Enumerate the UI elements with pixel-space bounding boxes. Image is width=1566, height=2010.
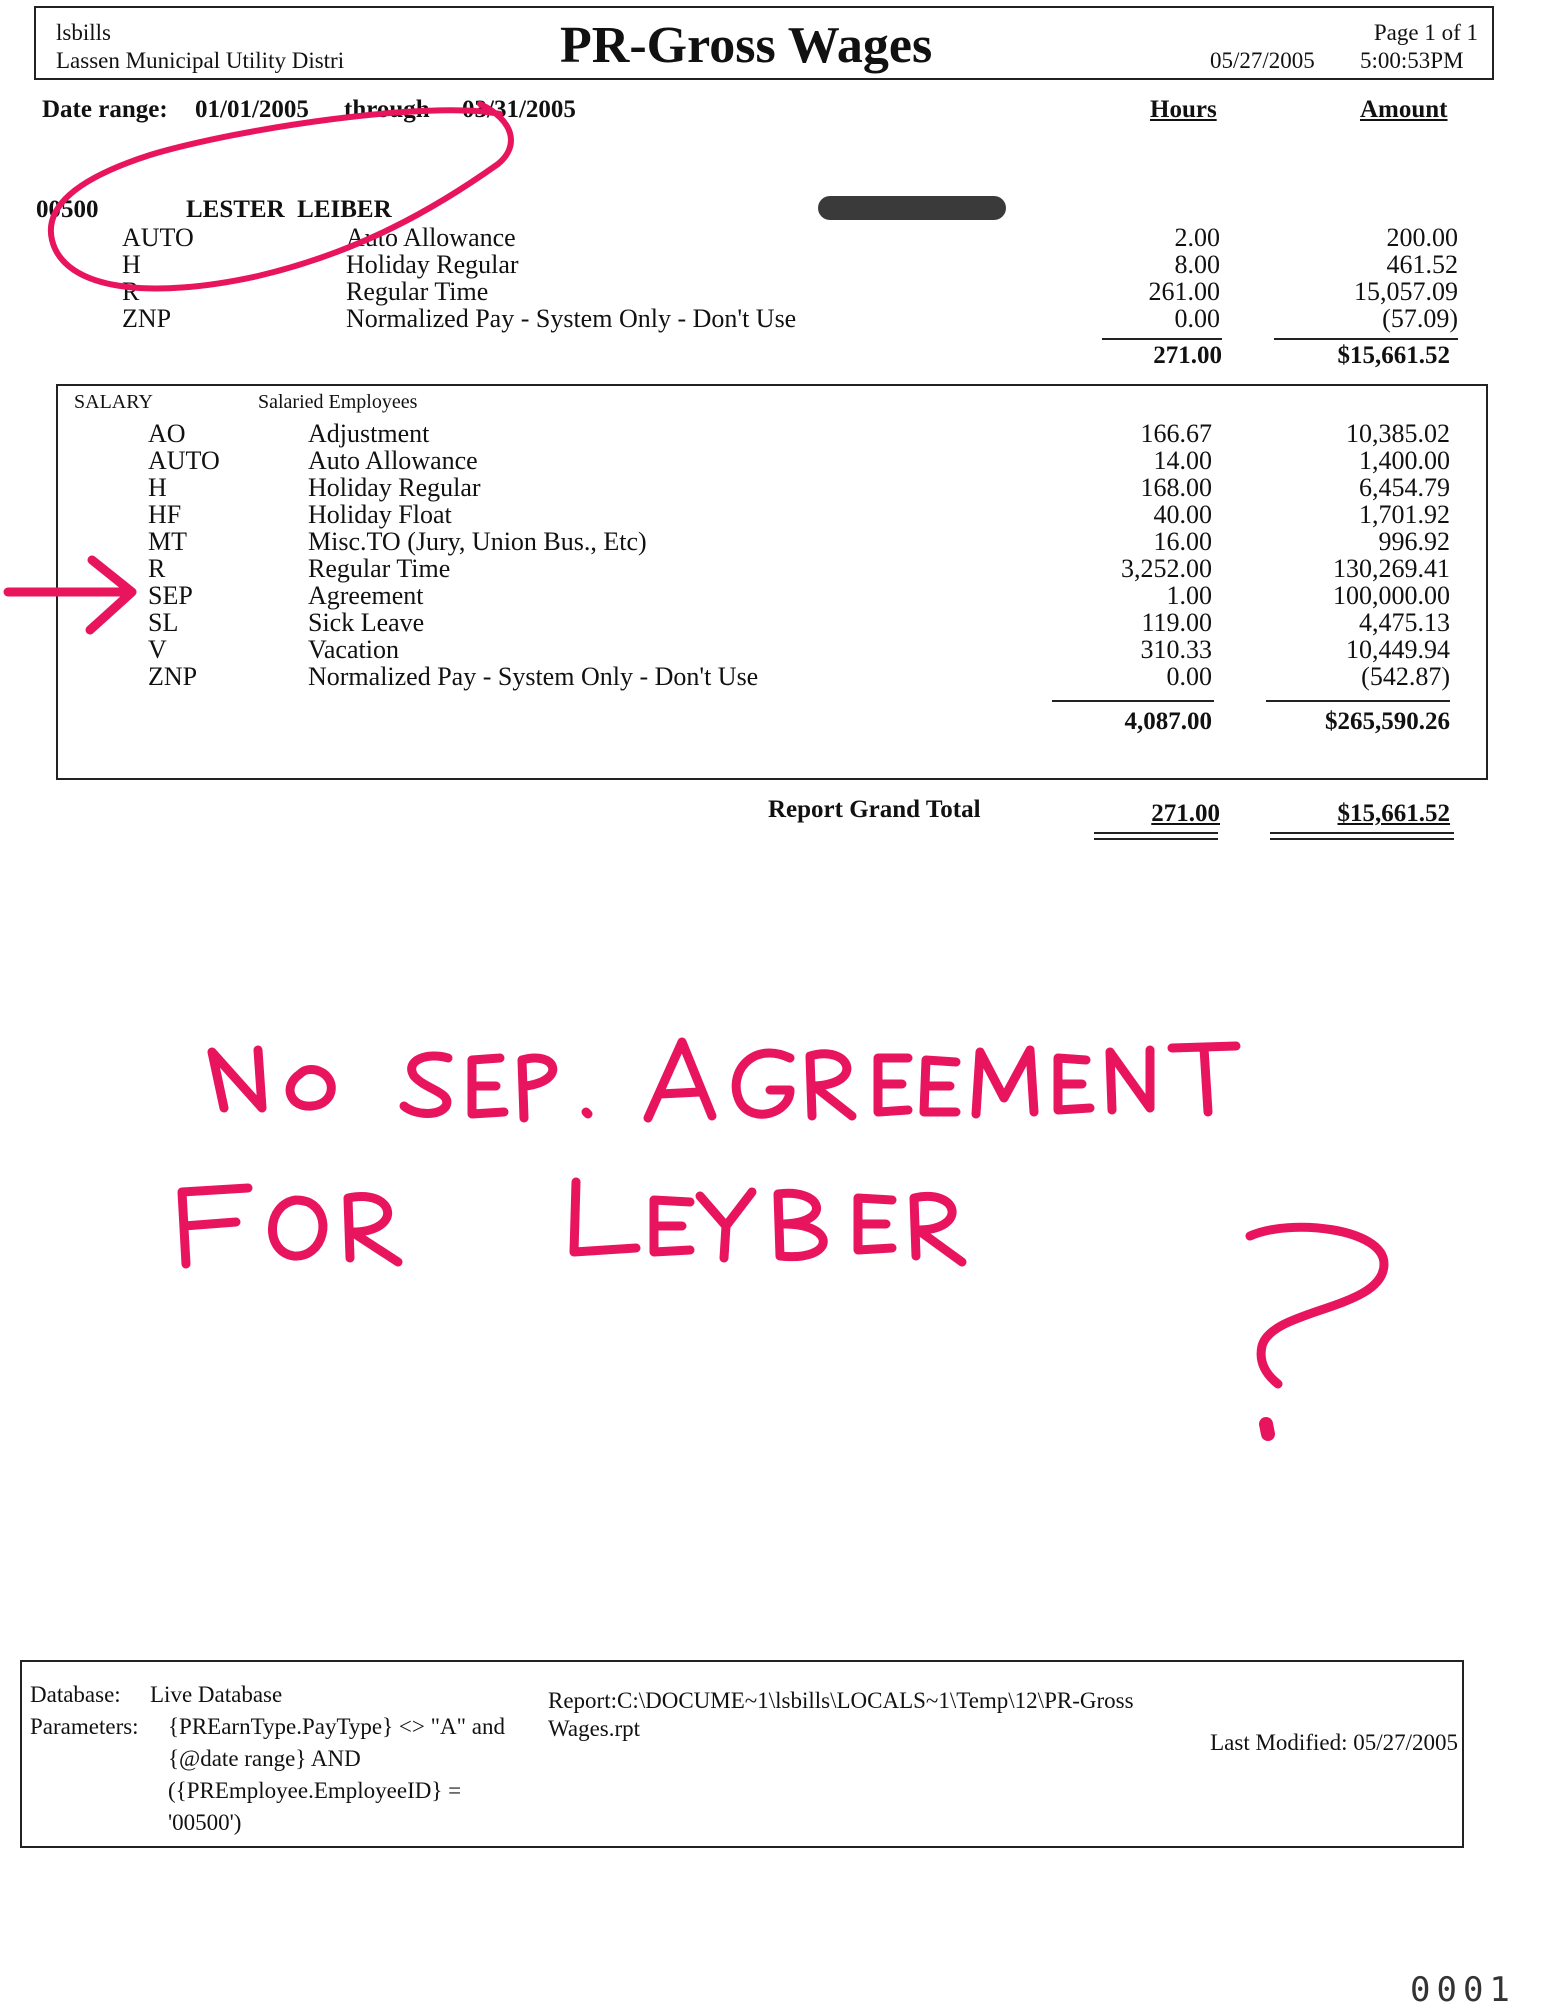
earning-code: ZNP: [148, 662, 198, 691]
earning-code: HF: [148, 500, 182, 529]
earning-description: Auto Allowance: [308, 446, 478, 475]
parameter-line-2: {@date range} AND: [168, 1746, 361, 1771]
earning-amount: 15,057.09: [1354, 277, 1458, 306]
earning-description: Vacation: [308, 635, 399, 664]
grand-total-amount: $15,661.52: [1337, 800, 1450, 827]
last-modified: Last Modified: 05/27/2005: [1210, 1730, 1458, 1755]
earning-hours: 40.00: [1153, 500, 1212, 529]
date-range-end: 03/31/2005: [462, 96, 576, 123]
employee-name: LESTER LEIBER: [186, 196, 392, 223]
earning-amount: 10,385.02: [1346, 419, 1450, 448]
earning-code: SEP: [148, 581, 193, 610]
salary-group-name: Salaried Employees: [258, 391, 418, 413]
earning-amount: 996.92: [1378, 527, 1450, 556]
salary-subtotal-rule-hours: [1052, 700, 1214, 702]
grand-total-double-rule-amount-2: [1270, 838, 1454, 840]
earning-hours: 8.00: [1174, 250, 1220, 279]
earning-hours: 0.00: [1174, 304, 1220, 333]
earning-description: Normalized Pay - System Only - Don't Use: [308, 662, 759, 691]
employee-id: 00500: [36, 196, 99, 223]
earning-code: AUTO: [122, 223, 194, 252]
earning-code: SL: [148, 608, 179, 637]
date-range-through: through: [344, 96, 430, 123]
earning-hours: 168.00: [1140, 473, 1212, 502]
earning-code: H: [148, 473, 167, 502]
earning-hours: 16.00: [1153, 527, 1212, 556]
earning-description: Holiday Regular: [346, 250, 519, 279]
earning-hours: 261.00: [1148, 277, 1220, 306]
subtotal-rule-hours: [1102, 338, 1222, 340]
earning-code: V: [148, 635, 167, 664]
company-name: Lassen Municipal Utility Distri: [56, 48, 345, 73]
earning-description: Regular Time: [346, 277, 489, 306]
parameters-label: Parameters:: [30, 1714, 139, 1739]
parameter-line-3: ({PREmployee.EmployeeID} =: [168, 1778, 462, 1803]
earning-description: Sick Leave: [308, 608, 425, 637]
database-value: Live Database: [150, 1682, 283, 1707]
employee-total-amount: $15,661.52: [1337, 342, 1450, 369]
earning-description: Regular Time: [308, 554, 451, 583]
grand-total-double-rule-hours-2: [1094, 838, 1218, 840]
report-date: 05/27/2005: [1210, 48, 1315, 73]
salary-group-box: [56, 384, 1488, 780]
earning-code: AUTO: [148, 446, 220, 475]
earning-hours: 119.00: [1141, 608, 1212, 637]
earning-description: Misc.TO (Jury, Union Bus., Etc): [308, 527, 647, 556]
date-range-start: 01/01/2005: [195, 96, 309, 123]
handwritten-line-2: [182, 1182, 1384, 1434]
earning-description: Agreement: [308, 581, 424, 610]
earning-code: MT: [148, 527, 187, 556]
report-title: PR-Gross Wages: [560, 17, 933, 74]
earning-amount: 130,269.41: [1333, 554, 1450, 583]
earning-amount: 10,449.94: [1346, 635, 1450, 664]
earning-amount: 461.52: [1386, 250, 1458, 279]
report-user: lsbills: [56, 20, 111, 45]
earning-description: Adjustment: [308, 419, 430, 448]
salary-group-code: SALARY: [74, 391, 153, 413]
handwritten-line-1: [212, 1042, 1236, 1118]
grand-total-label: Report Grand Total: [768, 796, 981, 823]
earning-amount: (57.09): [1382, 304, 1458, 333]
earning-amount: 4,475.13: [1359, 608, 1450, 637]
redaction-bar: [818, 196, 1006, 220]
earning-description: Normalized Pay - System Only - Don't Use: [346, 304, 797, 333]
earning-hours: 2.00: [1174, 223, 1220, 252]
salary-total-amount: $265,590.26: [1325, 708, 1450, 735]
parameter-line-1: {PREarnType.PayType} <> "A" and: [168, 1714, 505, 1739]
earning-code: ZNP: [122, 304, 172, 333]
earning-code: R: [148, 554, 166, 583]
earning-hours: 1.00: [1166, 581, 1212, 610]
grand-total-double-rule-amount-1: [1270, 832, 1454, 834]
earning-hours: 3,252.00: [1121, 554, 1212, 583]
database-label: Database:: [30, 1682, 121, 1707]
employee-total-hours: 271.00: [1153, 342, 1222, 369]
earning-description: Holiday Float: [308, 500, 452, 529]
earning-amount: 6,454.79: [1359, 473, 1450, 502]
earning-code: R: [122, 277, 140, 306]
page-number: Page 1 of 1: [1373, 20, 1478, 45]
earning-code: AO: [148, 419, 186, 448]
earning-hours: 166.67: [1140, 419, 1212, 448]
earning-amount: (542.87): [1361, 662, 1450, 691]
date-range-label: Date range:: [42, 96, 168, 123]
earning-amount: 200.00: [1386, 223, 1458, 252]
earning-description: Holiday Regular: [308, 473, 481, 502]
earning-description: Auto Allowance: [346, 223, 516, 252]
earning-amount: 1,701.92: [1359, 500, 1450, 529]
grand-total-double-rule-hours-1: [1094, 832, 1218, 834]
amount-column-header: Amount: [1360, 96, 1448, 123]
parameter-line-4: '00500'): [168, 1810, 242, 1835]
earning-hours: 14.00: [1153, 446, 1212, 475]
report-path-line-2: Wages.rpt: [548, 1716, 641, 1741]
report-time: 5:00:53PM: [1360, 48, 1464, 73]
hours-column-header: Hours: [1150, 96, 1217, 123]
page-stamp: 0001: [1410, 1970, 1516, 2010]
salary-total-hours: 4,087.00: [1124, 708, 1212, 735]
earning-amount: 1,400.00: [1359, 446, 1450, 475]
earning-code: H: [122, 250, 141, 279]
earning-amount: 100,000.00: [1333, 581, 1450, 610]
report-path-line-1: Report:C:\DOCUME~1\lsbills\LOCALS~1\Temp\12\PR-Gross: [548, 1688, 1134, 1713]
salary-subtotal-rule-amount: [1266, 700, 1450, 702]
grand-total-hours: 271.00: [1151, 800, 1220, 827]
subtotal-rule-amount: [1274, 338, 1458, 340]
earning-hours: 0.00: [1166, 662, 1212, 691]
earning-hours: 310.33: [1140, 635, 1212, 664]
